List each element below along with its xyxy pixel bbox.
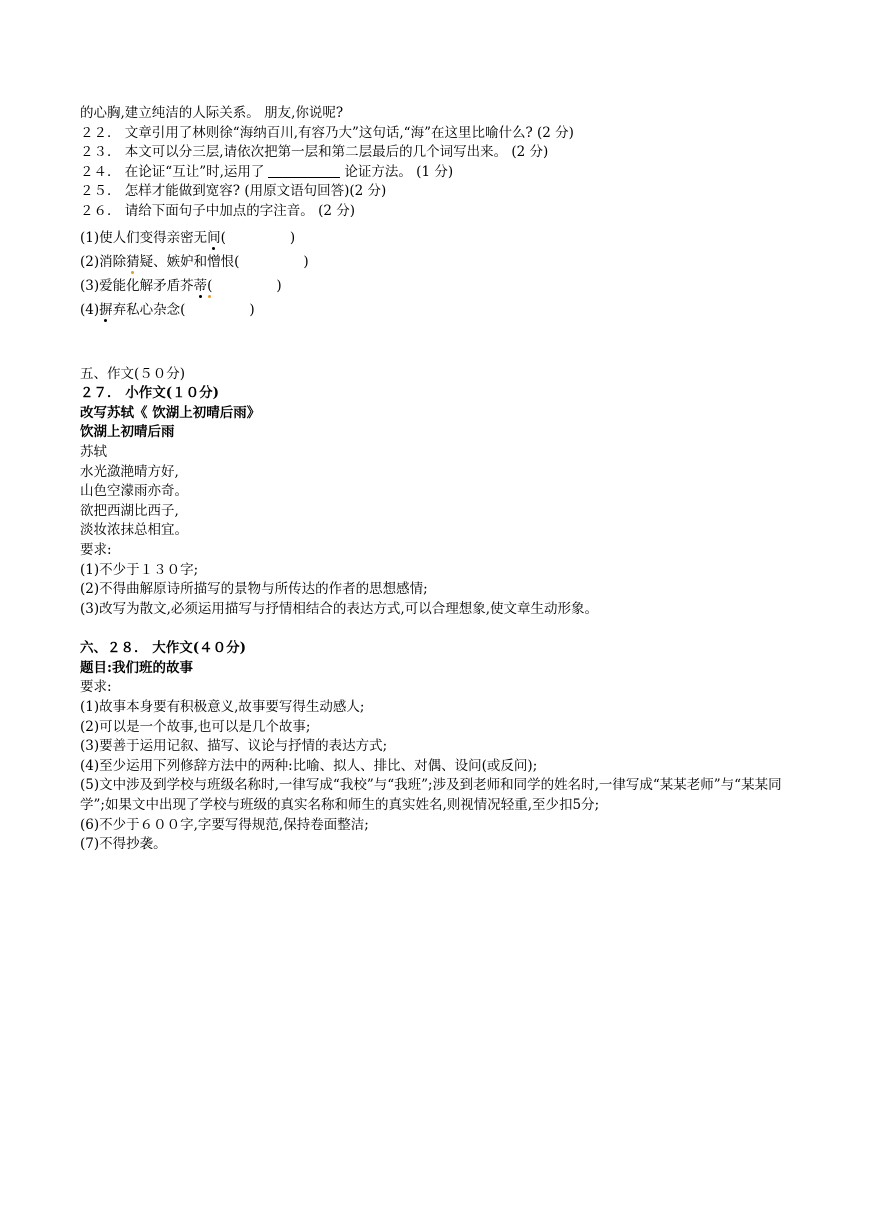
requirements-label: 要求: <box>80 541 112 558</box>
dotted-char: 摒 <box>99 301 113 318</box>
poem-line: 欲把西湖比西子, <box>80 502 179 519</box>
poem-author: 苏轼 <box>80 443 107 460</box>
answer-blank[interactable] <box>268 164 340 178</box>
requirement-item: (4)至少运用下列修辞方法中的两种:比喻、拟人、排比、对偶、设问(或反问); <box>80 757 538 774</box>
poem-line: 淡妆浓抹总相宜。 <box>80 522 188 539</box>
question-25: ２５． 怎样才能做到宽容? (用原文语句回答)(2 分) <box>80 183 387 200</box>
requirement-item: (7)不得抄袭。 <box>80 836 167 853</box>
pinyin-item-4: (4)摒弃私心杂念( ) <box>80 301 255 318</box>
dotted-char: 间 <box>207 229 221 246</box>
question-22: ２２． 文章引用了林则徐“海纳百川,有容乃大”这句话,“海”在这里比喻什么? (2 分) <box>80 124 574 141</box>
requirement-item: (3)要善于运用记叙、描写、议论与抒情的表达方式; <box>80 738 388 755</box>
question-23: ２３． 本文可以分三层,请依次把第一层和第二层最后的几个词写出来。 (2 分) <box>80 144 549 161</box>
question-24 <box>80 163 800 183</box>
requirement-item: (6)不少于６００字,字要写得规范,保持卷面整洁; <box>80 816 369 833</box>
poem-line: 水光潋滟晴方好, <box>80 463 179 480</box>
section-6-heading: 六、２８． 大作文(４０分) <box>80 640 246 657</box>
dotted-char: 猜 <box>126 253 140 270</box>
requirement-item: (2)可以是一个故事,也可以是几个故事; <box>80 718 311 735</box>
pinyin-item-3: (3)爱能化解矛盾芥蒂( ) <box>80 277 282 294</box>
requirement-item: (2)不得曲解原诗所描写的景物与所传达的作者的思想感情; <box>80 581 428 598</box>
dotted-char: 蒂 <box>193 277 208 294</box>
exam-page <box>80 104 800 855</box>
pinyin-item-2: (2)消除猜疑、嫉妒和憎恨( ) <box>80 253 309 270</box>
rewrite-task: 改写苏轼《 饮湖上初晴后雨》 <box>80 404 261 421</box>
requirement-item: (5)文中涉及到学校与班级名称时,一律写成“我校”与“我班”;涉及到老师和同学的姓名时,一律写成“某某老师”与“某某同学”;如果文中出现了学校与班级的真实名称和师生的真实姓名,则视情况轻重,至少扣5分; <box>80 777 782 814</box>
requirement-item: (1)不少于１３０字; <box>80 561 199 578</box>
requirement-item: (1)故事本身要有积极意义,故事要写得生动感人; <box>80 699 365 716</box>
section-5-heading: 五、作文(５０分) <box>80 365 186 382</box>
requirement-item: (3)改写为散文,必须运用描写与抒情相结合的表达方式,可以合理想象,使文章生动形象。 <box>80 600 598 617</box>
continuation-text: 的心胸,建立纯洁的人际关系。 朋友,你说呢? <box>80 105 344 121</box>
poem-line: 山色空濛雨亦奇。 <box>80 483 188 500</box>
question-26: ２６． 请给下面句子中加点的字注音。 (2 分) <box>80 202 355 219</box>
essay-topic: 题目:我们班的故事 <box>80 659 193 676</box>
question-27-title: ２７． 小作文(１０分) <box>80 385 219 402</box>
requirements-label: 要求: <box>80 679 112 696</box>
pinyin-item-1: (1)使人们变得亲密无间( ) <box>80 229 296 246</box>
poem-title: 饮湖上初晴后雨 <box>80 424 175 441</box>
question-24-after: 论证方法。 (1 分) <box>344 163 454 180</box>
question-24-before: ２４． 在论证“互让”时,运用了 <box>80 163 265 180</box>
